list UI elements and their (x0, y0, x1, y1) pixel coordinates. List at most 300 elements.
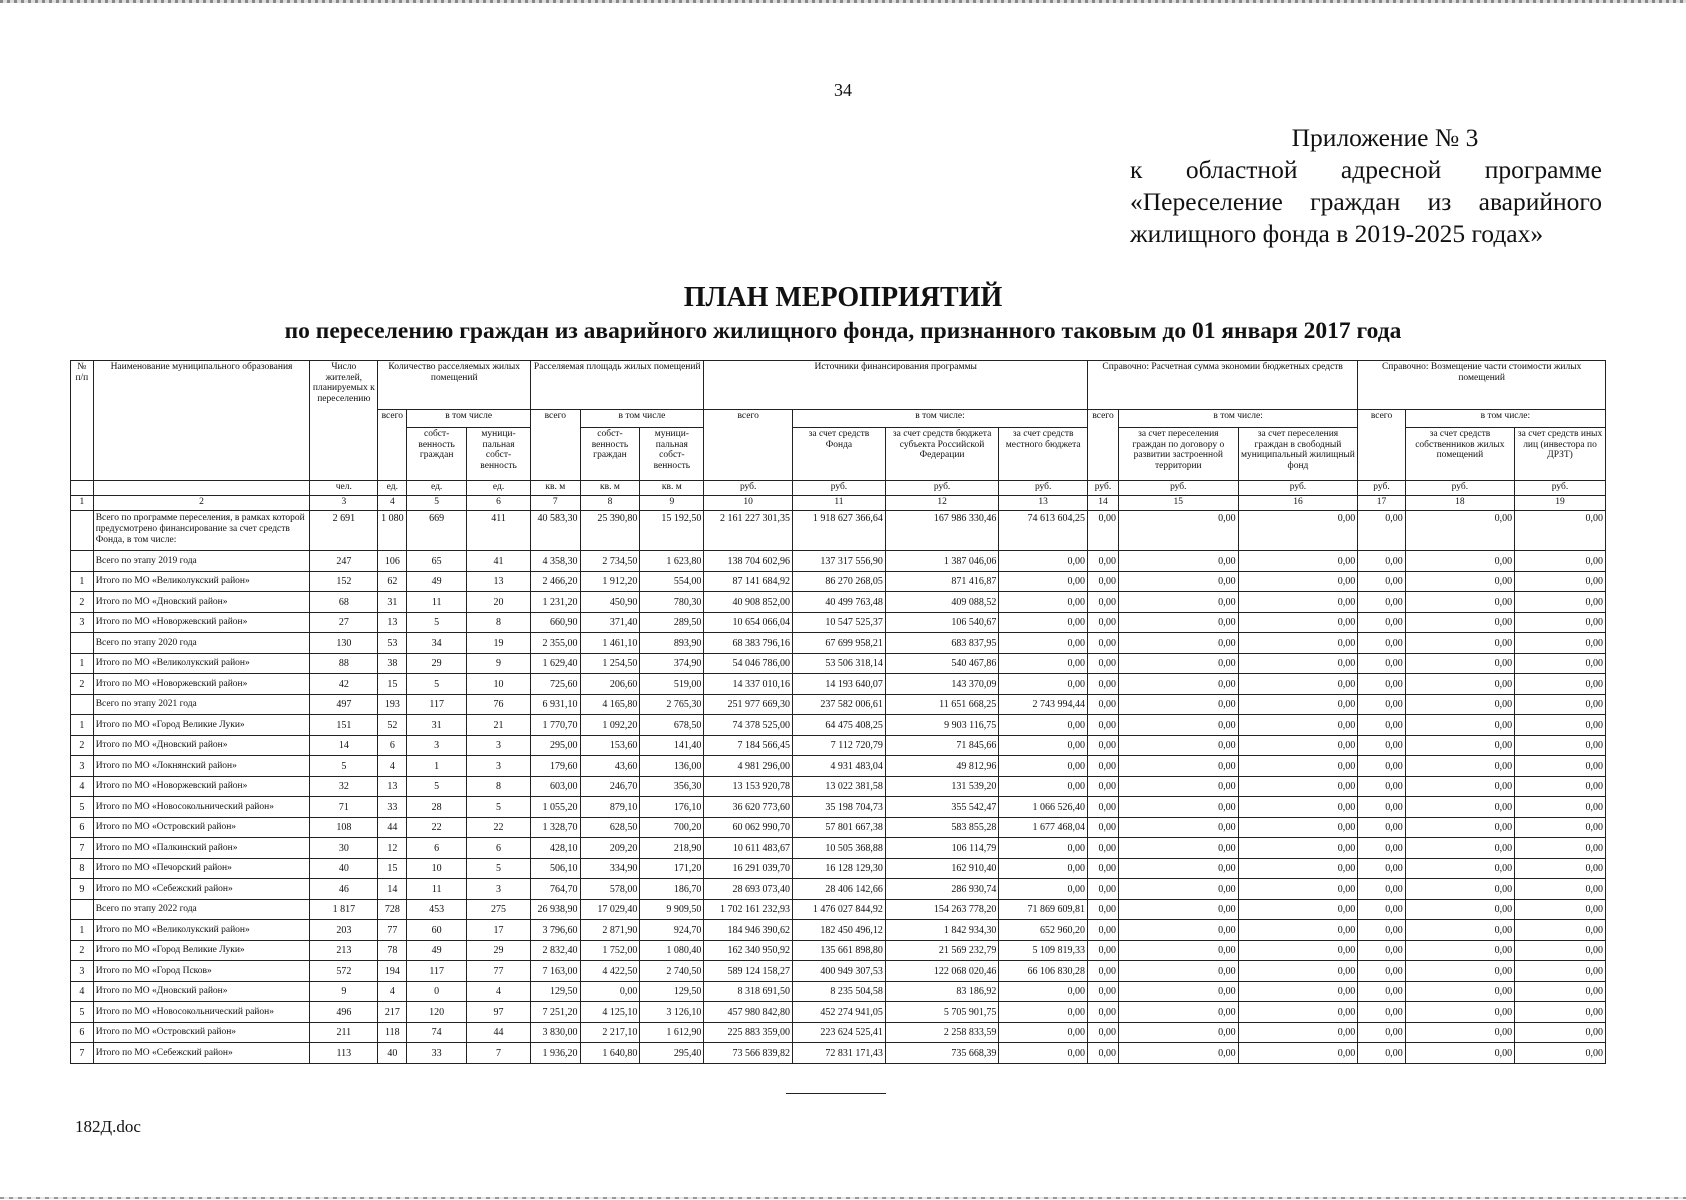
unit-cell: руб. (793, 481, 886, 496)
row-name: Итого по МО «Себежский район» (93, 879, 310, 900)
row-value: 0,00 (1358, 674, 1405, 695)
row-value: 4 (467, 981, 531, 1002)
row-value: 14 337 010,16 (704, 674, 793, 695)
row-value: 0,00 (1358, 838, 1405, 859)
row-value: 0,00 (1358, 920, 1405, 941)
row-value: 43,60 (580, 756, 640, 777)
header-rooms-municipal: муници- пальная собст- венность (467, 428, 531, 481)
row-number: 6 (71, 1022, 94, 1043)
row-value: 0,00 (1238, 735, 1358, 756)
row-value: 31 (407, 715, 467, 736)
row-value: 0,00 (1088, 715, 1119, 736)
row-value: 11 (407, 879, 467, 900)
header-funding-sources: Источники финансирования программы (704, 361, 1088, 410)
row-value: 0,00 (1238, 961, 1358, 982)
table-row (71, 920, 1606, 941)
row-value: 0,00 (1118, 776, 1238, 797)
table-row (71, 838, 1606, 859)
row-value: 8 235 504,58 (793, 981, 886, 1002)
header-resettle-dev: за счет переселения граждан по договору о развитии застроенной территории (1118, 428, 1238, 481)
row-value: 0,00 (999, 858, 1088, 879)
row-value: 0,00 (1515, 612, 1606, 633)
row-value: 0,00 (1405, 920, 1514, 941)
row-value: 0,00 (1088, 1043, 1119, 1064)
row-value: 0,00 (1118, 1043, 1238, 1064)
row-value: 0,00 (1405, 653, 1514, 674)
row-value: 117 (407, 961, 467, 982)
row-value: 0,00 (1088, 612, 1119, 633)
row-value: 497 (310, 694, 378, 715)
row-value: 0,00 (1238, 1022, 1358, 1043)
row-number: 1 (71, 920, 94, 941)
row-value: 0,00 (1358, 694, 1405, 715)
unit-cell: руб. (704, 481, 793, 496)
row-value: 0,00 (1515, 715, 1606, 736)
row-value: 0,00 (999, 674, 1088, 695)
row-value: 0,00 (1088, 735, 1119, 756)
row-number: 3 (71, 961, 94, 982)
row-value: 118 (378, 1022, 407, 1043)
unit-cell: руб. (885, 481, 998, 496)
row-value: 0,00 (1515, 920, 1606, 941)
row-value: 578,00 (580, 879, 640, 900)
row-value: 3 796,60 (531, 920, 581, 941)
row-name: Итого по МО «Палкинский район» (93, 838, 310, 859)
row-value: 275 (467, 899, 531, 920)
row-value: 0 (407, 981, 467, 1002)
row-value: 6 (378, 735, 407, 756)
row-value: 60 (407, 920, 467, 941)
row-value: 0,00 (1358, 756, 1405, 777)
row-value: 5 705 901,75 (885, 1002, 998, 1023)
row-value: 9 (467, 653, 531, 674)
row-value: 0,00 (1515, 961, 1606, 982)
row-value: 83 186,92 (885, 981, 998, 1002)
row-number: 2 (71, 674, 94, 695)
row-value: 0,00 (1358, 858, 1405, 879)
row-value: 10 611 483,67 (704, 838, 793, 859)
row-value: 0,00 (1358, 511, 1405, 551)
row-value: 0,00 (1118, 1002, 1238, 1023)
row-value: 8 (467, 612, 531, 633)
table-row (71, 571, 1606, 592)
plan-title: ПЛАН МЕРОПРИЯТИЙ (683, 282, 1003, 313)
row-name: Итого по МО «Себежский район» (93, 1043, 310, 1064)
table-row (71, 653, 1606, 674)
row-value: 14 (378, 879, 407, 900)
row-value: 0,00 (1238, 879, 1358, 900)
row-value: 223 624 525,41 (793, 1022, 886, 1043)
row-value: 141,40 (640, 735, 704, 756)
col-number: 11 (793, 496, 886, 511)
row-value: 334,90 (580, 858, 640, 879)
row-value: 1 080,40 (640, 940, 704, 961)
row-value: 295,40 (640, 1043, 704, 1064)
row-value: 135 661 898,80 (793, 940, 886, 961)
row-value: 171,20 (640, 858, 704, 879)
row-value: 0,00 (1405, 981, 1514, 1002)
row-value: 0,00 (1515, 838, 1606, 859)
row-value: 0,00 (1515, 1043, 1606, 1064)
header-funding-including: в том числе: (793, 410, 1088, 428)
row-value: 0,00 (1088, 858, 1119, 879)
row-value: 0,00 (1358, 551, 1405, 572)
row-value: 652 960,20 (999, 920, 1088, 941)
row-value: 0,00 (1088, 571, 1119, 592)
row-value: 0,00 (1358, 1002, 1405, 1023)
appendix-line-2: «Переселение граждан из аварийного (1130, 187, 1602, 216)
row-value: 76 (467, 694, 531, 715)
row-value: 0,00 (1088, 592, 1119, 613)
row-number: 1 (71, 715, 94, 736)
row-value: 0,00 (1405, 1002, 1514, 1023)
row-value: 0,00 (1118, 694, 1238, 715)
row-value: 7 251,20 (531, 1002, 581, 1023)
row-value: 25 390,80 (580, 511, 640, 551)
row-value: 700,20 (640, 817, 704, 838)
row-value: 0,00 (1118, 858, 1238, 879)
row-value: 182 450 496,12 (793, 920, 886, 941)
row-name: Итого по МО «Город Великие Луки» (93, 940, 310, 961)
row-value: 0,00 (1405, 756, 1514, 777)
row-value: 11 (407, 592, 467, 613)
row-value: 7 184 566,45 (704, 735, 793, 756)
row-value: 0,00 (1118, 797, 1238, 818)
row-value: 251 977 669,30 (704, 694, 793, 715)
col-number: 4 (378, 496, 407, 511)
row-number: 2 (71, 592, 94, 613)
row-value: 0,00 (1118, 899, 1238, 920)
row-value: 0,00 (1238, 817, 1358, 838)
row-value: 0,00 (999, 756, 1088, 777)
table-row (71, 756, 1606, 777)
unit-cell: руб. (1405, 481, 1514, 496)
unit-cell: руб. (1118, 481, 1238, 496)
table-row (71, 817, 1606, 838)
row-value: 46 (310, 879, 378, 900)
row-value: 1 770,70 (531, 715, 581, 736)
row-value: 0,00 (1238, 899, 1358, 920)
row-value: 71 (310, 797, 378, 818)
unit-cell: ед. (378, 481, 407, 496)
row-value: 44 (467, 1022, 531, 1043)
header-compensation-including: в том числе: (1405, 410, 1605, 428)
unit-cell: кв. м (640, 481, 704, 496)
row-name: Итого по МО «Великолукский район» (93, 653, 310, 674)
row-value: 0,00 (1238, 776, 1358, 797)
row-value: 1 461,10 (580, 633, 640, 654)
col-number: 12 (885, 496, 998, 511)
row-number: 7 (71, 838, 94, 859)
row-value: 176,10 (640, 797, 704, 818)
row-name: Итого по МО «Дновский район» (93, 735, 310, 756)
row-value: 0,00 (1088, 920, 1119, 941)
row-value: 15 (378, 858, 407, 879)
row-value: 64 475 408,25 (793, 715, 886, 736)
row-value: 0,00 (999, 1022, 1088, 1043)
header-funding-total: всего (704, 410, 793, 481)
row-value: 66 106 830,28 (999, 961, 1088, 982)
row-value: 26 938,90 (531, 899, 581, 920)
row-value: 0,00 (1358, 592, 1405, 613)
row-value: 193 (378, 694, 407, 715)
row-value: 0,00 (1358, 940, 1405, 961)
header-num: № п/п (71, 361, 94, 481)
table-row (71, 899, 1606, 920)
row-value: 0,00 (1118, 756, 1238, 777)
row-value: 519,00 (640, 674, 704, 695)
header-local-budget: за счет средств местного бюджета (999, 428, 1088, 481)
row-value: 28 693 073,40 (704, 879, 793, 900)
row-number: 5 (71, 797, 94, 818)
col-number: 8 (580, 496, 640, 511)
unit-cell: руб. (1358, 481, 1405, 496)
row-value: 1 328,70 (531, 817, 581, 838)
row-value: 0,00 (1405, 879, 1514, 900)
row-number (71, 694, 94, 715)
table-row (71, 735, 1606, 756)
row-value: 44 (378, 817, 407, 838)
column-numbers-row (71, 496, 1606, 511)
header-area-municipal: муници- пальная собст- венность (640, 428, 704, 481)
row-value: 74 613 604,25 (999, 511, 1088, 551)
row-name: Итого по МО «Новоржевский район» (93, 674, 310, 695)
row-value: 0,00 (1088, 633, 1119, 654)
row-value: 0,00 (1088, 694, 1119, 715)
row-value: 660,90 (531, 612, 581, 633)
header-area-including: в том числе (580, 410, 704, 428)
row-value: 33 (407, 1043, 467, 1064)
row-value: 0,00 (1405, 715, 1514, 736)
row-value: 10 505 368,88 (793, 838, 886, 859)
row-value: 0,00 (1088, 879, 1119, 900)
row-value: 22 (407, 817, 467, 838)
row-value: 924,70 (640, 920, 704, 941)
col-number: 3 (310, 496, 378, 511)
row-value: 29 (407, 653, 467, 674)
row-value: 8 318 691,50 (704, 981, 793, 1002)
row-value: 0,00 (1118, 1022, 1238, 1043)
unit-cell: чел. (310, 481, 378, 496)
row-value: 0,00 (1118, 612, 1238, 633)
row-value: 42 (310, 674, 378, 695)
unit-cell: руб. (1515, 481, 1606, 496)
row-number: 4 (71, 981, 94, 1002)
row-value: 1 640,80 (580, 1043, 640, 1064)
row-value: 0,00 (1515, 756, 1606, 777)
row-name: Итого по МО «Новосокольнический район» (93, 1002, 310, 1023)
row-value: 13 (467, 571, 531, 592)
row-number: 5 (71, 1002, 94, 1023)
unit-cell: кв. м (531, 481, 581, 496)
row-value: 74 378 525,00 (704, 715, 793, 736)
row-value: 678,50 (640, 715, 704, 736)
row-value: 0,00 (1088, 1022, 1119, 1043)
row-value: 41 (467, 551, 531, 572)
row-name: Итого по МО «Новосокольнический район» (93, 797, 310, 818)
row-value: 0,00 (1358, 961, 1405, 982)
row-value: 6 (407, 838, 467, 859)
row-value: 217 (378, 1002, 407, 1023)
row-value: 450,90 (580, 592, 640, 613)
row-value: 8 (467, 776, 531, 797)
row-value: 179,60 (531, 756, 581, 777)
row-value: 0,00 (1088, 674, 1119, 695)
header-residents: Число жителей, планируемых к переселению (310, 361, 378, 481)
row-value: 0,00 (1358, 612, 1405, 633)
row-value: 0,00 (1238, 511, 1358, 551)
row-value: 0,00 (1118, 981, 1238, 1002)
row-value: 0,00 (1358, 715, 1405, 736)
col-number: 19 (1515, 496, 1606, 511)
row-value: 13 (378, 776, 407, 797)
row-value: 2 740,50 (640, 961, 704, 982)
row-value: 1 066 526,40 (999, 797, 1088, 818)
header-resettle-free: за счет переселения граждан в свободный муниципальный жилищный фонд (1238, 428, 1358, 481)
row-value: 0,00 (1405, 571, 1514, 592)
table-row (71, 797, 1606, 818)
row-value: 583 855,28 (885, 817, 998, 838)
row-value: 2 734,50 (580, 551, 640, 572)
row-value: 0,00 (1405, 899, 1514, 920)
row-value: 1 092,20 (580, 715, 640, 736)
row-value: 86 270 268,05 (793, 571, 886, 592)
row-value: 589 124 158,27 (704, 961, 793, 982)
appendix-title: Приложение № 3 (1291, 123, 1479, 152)
row-value: 74 (407, 1022, 467, 1043)
header-name: Наименование муниципального образования (93, 361, 310, 481)
row-value: 4 125,10 (580, 1002, 640, 1023)
table-row (71, 961, 1606, 982)
row-value: 7 163,00 (531, 961, 581, 982)
row-value: 0,00 (999, 776, 1088, 797)
row-number (71, 551, 94, 572)
row-value: 0,00 (999, 879, 1088, 900)
header-savings-total: всего (1088, 410, 1119, 481)
row-value: 356,30 (640, 776, 704, 797)
header-subject-budget: за счет средств бюджета субъекта Российской Федерации (885, 428, 998, 481)
row-value: 0,00 (1405, 633, 1514, 654)
row-value: 162 340 950,92 (704, 940, 793, 961)
col-number: 2 (93, 496, 310, 511)
unit-cell: кв. м (580, 481, 640, 496)
unit-cell: руб. (1238, 481, 1358, 496)
row-value: 0,00 (1515, 1002, 1606, 1023)
row-value: 0,00 (1405, 735, 1514, 756)
row-value: 17 (467, 920, 531, 941)
appendix-line-3: жилищного фонда в 2019-2025 годах» (1130, 219, 1544, 248)
header-compensation-ref: Справочно: Возмещение части стоимости жилых помещений (1358, 361, 1606, 410)
row-value: 893,90 (640, 633, 704, 654)
row-value: 0,00 (1358, 735, 1405, 756)
row-value: 5 (407, 776, 467, 797)
row-value: 0,00 (1238, 1002, 1358, 1023)
row-value: 106 540,67 (885, 612, 998, 633)
table-row (71, 694, 1606, 715)
row-value: 5 (310, 756, 378, 777)
row-name: Всего по этапу 2019 года (93, 551, 310, 572)
row-value: 1 702 161 232,93 (704, 899, 793, 920)
row-value: 683 837,95 (885, 633, 998, 654)
row-value: 13 (378, 612, 407, 633)
row-value: 4 358,30 (531, 551, 581, 572)
row-value: 154 263 778,20 (885, 899, 998, 920)
row-value: 40 (378, 1043, 407, 1064)
row-value: 0,00 (1358, 981, 1405, 1002)
row-value: 0,00 (1088, 756, 1119, 777)
row-value: 49 (407, 940, 467, 961)
row-value: 17 029,40 (580, 899, 640, 920)
row-value: 6 (467, 838, 531, 859)
row-value: 16 291 039,70 (704, 858, 793, 879)
unit-cell: руб. (1088, 481, 1119, 496)
row-value: 0,00 (999, 653, 1088, 674)
row-value: 0,00 (1118, 571, 1238, 592)
row-value: 1 677 468,04 (999, 817, 1088, 838)
row-value: 67 699 958,21 (793, 633, 886, 654)
row-value: 0,00 (1515, 653, 1606, 674)
row-value: 72 831 171,43 (793, 1043, 886, 1064)
row-value: 2 832,40 (531, 940, 581, 961)
row-value: 14 193 640,07 (793, 674, 886, 695)
row-value: 33 (378, 797, 407, 818)
row-value: 40 583,30 (531, 511, 581, 551)
row-value: 31 (378, 592, 407, 613)
row-value: 1 912,20 (580, 571, 640, 592)
row-value: 225 883 359,00 (704, 1022, 793, 1043)
row-value: 0,00 (1118, 715, 1238, 736)
row-value: 0,00 (999, 981, 1088, 1002)
row-value: 1 055,20 (531, 797, 581, 818)
col-number: 16 (1238, 496, 1358, 511)
row-value: 0,00 (1405, 592, 1514, 613)
row-value: 34 (407, 633, 467, 654)
row-value: 0,00 (1238, 756, 1358, 777)
row-value: 0,00 (1238, 940, 1358, 961)
header-compensation-total: всего (1358, 410, 1405, 481)
row-value: 669 (407, 511, 467, 551)
row-value: 4 (378, 981, 407, 1002)
row-value: 764,70 (531, 879, 581, 900)
units-row (71, 481, 1606, 496)
row-value: 77 (378, 920, 407, 941)
row-value: 1 817 (310, 899, 378, 920)
col-number: 10 (704, 496, 793, 511)
row-value: 871 416,87 (885, 571, 998, 592)
row-value: 0,00 (1358, 879, 1405, 900)
row-value: 0,00 (1358, 776, 1405, 797)
row-value: 0,00 (1118, 817, 1238, 838)
row-value: 22 (467, 817, 531, 838)
header-rooms-own: собст- венность граждан (407, 428, 467, 481)
row-value: 0,00 (1088, 511, 1119, 551)
row-value: 0,00 (1358, 633, 1405, 654)
row-value: 572 (310, 961, 378, 982)
row-value: 0,00 (1358, 1043, 1405, 1064)
row-value: 5 (467, 797, 531, 818)
row-value: 13 022 381,58 (793, 776, 886, 797)
row-value: 136,00 (640, 756, 704, 777)
unit-cell-blank (93, 481, 310, 496)
row-value: 0,00 (1515, 940, 1606, 961)
row-value: 295,00 (531, 735, 581, 756)
row-value: 20 (467, 592, 531, 613)
row-value: 40 (310, 858, 378, 879)
row-value: 0,00 (1238, 838, 1358, 859)
row-value: 0,00 (999, 633, 1088, 654)
row-value: 1 080 (378, 511, 407, 551)
row-value: 153,60 (580, 735, 640, 756)
